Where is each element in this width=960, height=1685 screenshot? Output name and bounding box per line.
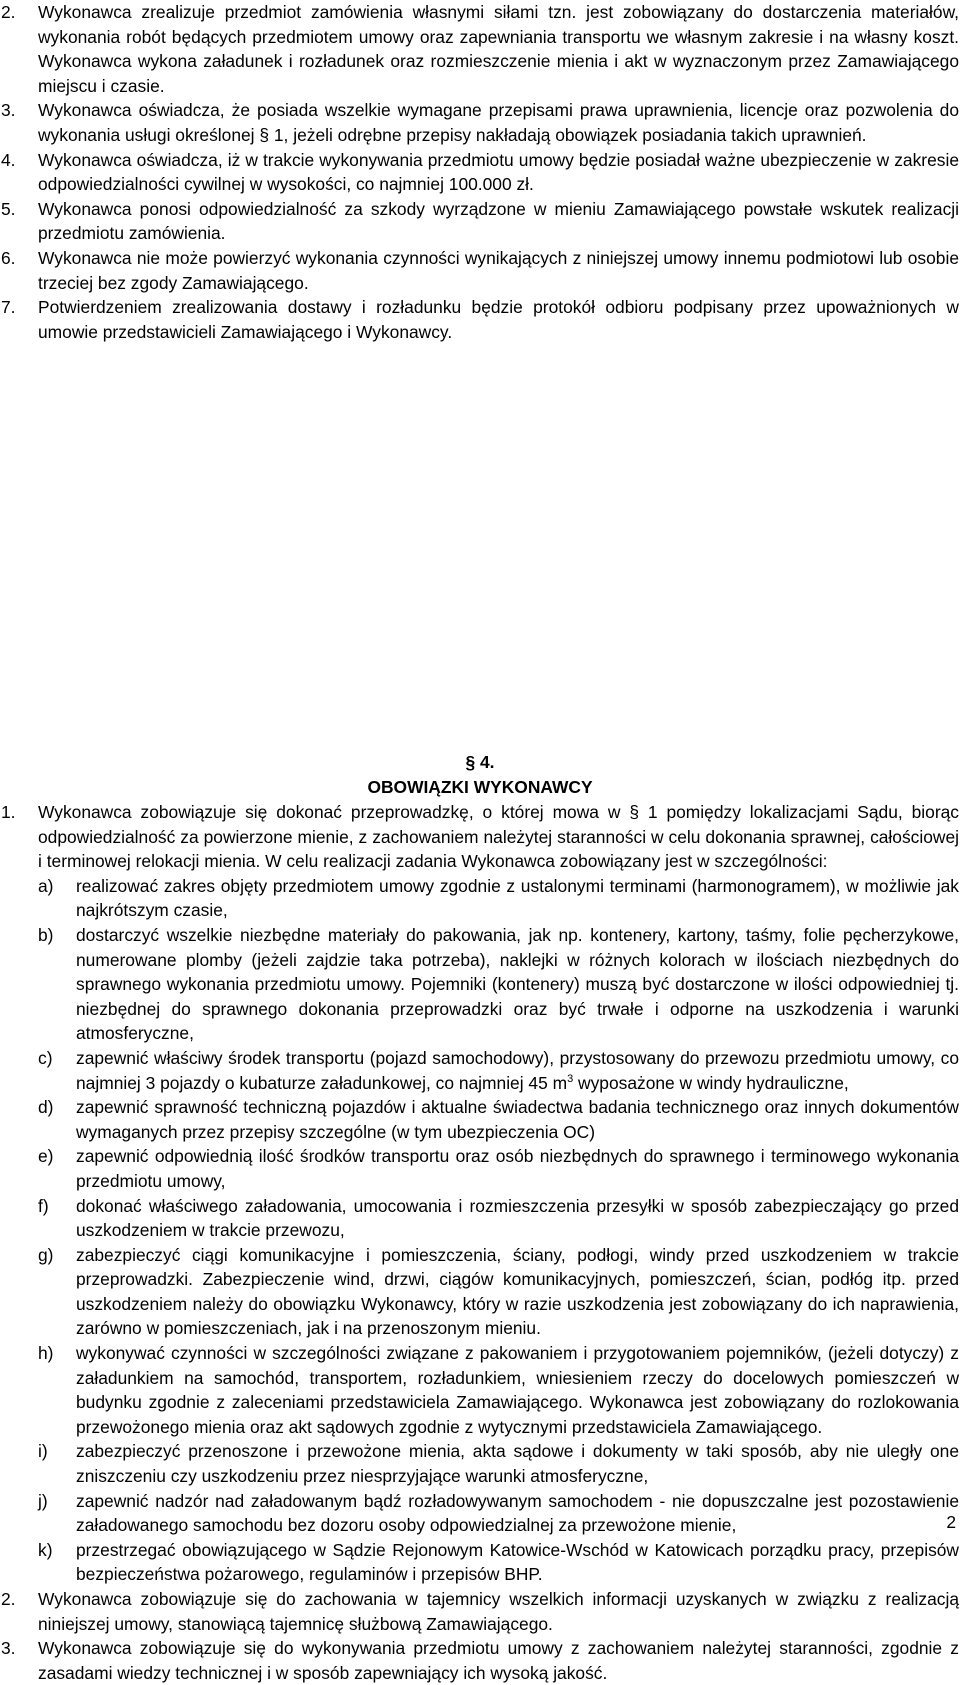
clause-item xyxy=(1,295,959,344)
clause-text: Wykonawca zrealizuje przedmiot zamówienia własnymi siłami tzn. jest zobowiązany do dostarczenia materiałów, wykonania robót będących przedmiotem umowy oraz zapewniania transportu we własnym zakresie i na własny koszt. Wykonawca wykona załadunek i rozładunek oraz rozmieszczenie mienia i akt w wyznaczonym przez Zamawiającego miejscu i czasie. xyxy=(38,2,959,96)
clause-lead-text: Wykonawca zobowiązuje się dokonać przeprowadzkę, o której mowa w § 1 pomiędzy lokalizacjami Sądu, biorąc odpowiedzialność za powierzone mienie, z zachowaniem należytej staranności w celu dokonania sprawnej, całościowej i terminowej relokacji mienia. W celu realizacji zadania Wykonawca zobowiązany jest w szczególności: xyxy=(38,802,959,872)
sub-item-letter: j) xyxy=(38,1490,48,1511)
superscript-exponent: 3 xyxy=(567,1072,574,1085)
clause-item xyxy=(1,148,959,197)
section-title: OBOWIĄZKI WYKONAWCY xyxy=(367,777,593,797)
sub-item-letter: f) xyxy=(38,1195,49,1216)
sub-item-text: realizować zakres objęty przedmiotem umowy zgodnie z ustalonymi terminami (harmonogramem), w możliwie jak najkrótszym czasie, xyxy=(76,875,959,921)
sub-item-letter: e) xyxy=(38,1146,54,1167)
sub-item-letter: g) xyxy=(38,1244,54,1265)
clause-item xyxy=(1,246,959,295)
sub-item-text: wykonywać czynności w szczególności związane z pakowaniem i przygotowaniem pojemników, (jeżeli dotyczy) z załadunkiem na samochód, transportem, rozładunkiem, wniesieniem rzeczy do docelowych pomieszczeń w budynku zgodnie z zaleceniami przedstawiciela Zamawiającego. Wykonawca jest zobowiązany do rozlokowania przewożonego mienia oraz akt sądowych zgodnie z wytycznymi przedstawiciela Zamawiającego. xyxy=(76,1343,959,1437)
sub-item-text: dostarczyć wszelkie niezbędne materiały do pakowania, jak np. kontenery, kartony, taśmy, folie pęcherzykowe, numerowane plomby (jeżeli zajdzie taka potrzeba), naklejki w różnych kolorach w ilościach niezbędnych do sprawnego wykonania przedmiotu umowy. Pojemniki (kontenery) muszą być dostarczone w ilości odpowiedniej tj. niezbędnej do sprawnego dokonania przeprowadzki oraz być trwałe i odporne na uszkodzenia i warunki atmosferyczne, xyxy=(76,924,959,1044)
clause-item xyxy=(1,1587,959,1636)
clause-text: Wykonawca zobowiązuje się do wykonywania przedmiotu umowy z zachowaniem należytej staranności, zgodnie z zasadami wiedzy technicznej i w sposób zapewniający ich wysoką jakość. xyxy=(38,1638,959,1683)
clause-item xyxy=(1,197,959,246)
sub-item xyxy=(38,874,959,923)
clause-number: 1. xyxy=(1,802,16,822)
sub-item-text: przestrzegać obowiązującego w Sądzie Rejonowym Katowice-Wschód w Katowicach porządku pracy, przepisów bezpieczeństwa pożarowego, regulaminów i przepisów BHP. xyxy=(76,1539,959,1585)
clause-text: Wykonawca ponosi odpowiedzialność za szkody wyrządzone w mieniu Zamawiającego powstałe wskutek realizacji przedmiotu zamówienia. xyxy=(38,198,959,244)
section-number: § 4. xyxy=(465,752,495,772)
clause-text: Wykonawca nie może powierzyć wykonania czynności wynikających z niniejszej umowy innemu podmiotowi lub osobie trzeciej bez zgody Zamawiającego. xyxy=(38,247,959,293)
sub-item-letter: a) xyxy=(38,875,54,896)
clause-item xyxy=(1,800,959,1587)
sub-item-text: zapewnić sprawność techniczną pojazdów i aktualne świadectwa badania technicznego oraz innych dokumentów wymaganych przez przepisy szczególne (w tym ubezpieczenia OC) xyxy=(76,1097,959,1142)
clause-text: Wykonawca oświadcza, że posiada wszelkie wymagane przepisami prawa uprawnienia, licencje oraz pozwolenia do wykonania usługi określonej § 1, jeżeli odrębne przepisy nakładają obowiązek posiadania takich uprawnień. xyxy=(38,100,959,145)
sub-item xyxy=(38,1489,959,1538)
clause-item xyxy=(1,98,959,147)
sub-item xyxy=(38,1095,959,1144)
clause-text: Potwierdzeniem zrealizowania dostawy i rozładunku będzie protokół odbioru podpisany przez upoważnionych w umowie przedstawicieli Zamawiającego i Wykonawcy. xyxy=(38,297,959,342)
sub-item-text: dokonać właściwego załadowania, umocowania i rozmieszczenia przesyłki w sposób zabezpieczający go przed uszkodzeniem w trakcie przewozu, xyxy=(76,1195,959,1241)
clause-text: Wykonawca oświadcza, iż w trakcie wykonywania przedmiotu umowy będzie posiadał ważne ubezpieczenie w zakresie odpowiedzialności cywilnej w wysokości, co najmniej 100.000 zł. xyxy=(38,149,959,195)
sub-item-letter: i) xyxy=(38,1441,48,1462)
sub-item-text: zabezpieczyć ciągi komunikacyjne i pomieszczenia, ściany, podłogi, windy przed uszkodzeniem w trakcie przeprowadzki. Zabezpieczenie wind, drzwi, ciągów komunikacyjnych, pomieszczeń, ścian, podłóg itp. przed uszkodzeniem należy do obowiązku Wykonawcy, który w razie uszkodzenia jest zobowiązany do ich naprawienia, zarówno w pomieszczeniach, jak i na przenoszonym mieniu. xyxy=(76,1244,959,1339)
clause-number: 7. xyxy=(1,297,16,318)
clause-number: 6. xyxy=(1,247,16,268)
sub-item-text: zapewnić nadzór nad załadowanym bądź rozładowywanym samochodem - nie dopuszczalne jest pozostawienie załadowanego samochodu bez dozoru osoby odpowiedzialnej za przewożone mienie, xyxy=(76,1490,959,1536)
clause-number: 3. xyxy=(1,100,16,121)
sub-item-text: zabezpieczyć przenoszone i przewożone mienia, akta sądowe i dokumenty w taki sposób, aby nie uległy one zniszczeniu czy uszkodzeniu przez niesprzyjające warunki atmosferyczne, xyxy=(76,1441,959,1487)
clause-number: 3. xyxy=(1,1638,16,1659)
sub-item-text-part: wyposażone w windy hydrauliczne, xyxy=(573,1072,849,1093)
sub-item xyxy=(38,1144,959,1193)
sub-item xyxy=(38,1341,959,1439)
page-number: 2 xyxy=(946,1512,956,1532)
sub-item xyxy=(38,1439,959,1488)
sub-item-letter: d) xyxy=(38,1097,54,1118)
clause-text: Wykonawca zobowiązuje się do zachowania w tajemnicy wszelkich informacji uzyskanych w związku z realizacją niniejszej umowy, stanowiącą tajemnicę służbową Zamawiającego. xyxy=(38,1589,959,1634)
sub-item xyxy=(38,1194,959,1243)
clause-list xyxy=(1,0,959,344)
sub-item-text xyxy=(76,1046,959,1095)
clause-number: 4. xyxy=(1,149,16,170)
sub-item xyxy=(38,923,959,1046)
clause-number: 5. xyxy=(1,198,16,219)
sub-item-letter: c) xyxy=(38,1047,53,1068)
clause-body xyxy=(38,800,959,1587)
sub-item xyxy=(38,1046,959,1095)
clause-number: 2. xyxy=(1,1589,16,1609)
obligations-list xyxy=(1,800,959,1685)
sub-item-letter: k) xyxy=(38,1539,53,1560)
sub-item-text-part: zapewnić właściwy środek transportu (pojazd samochodowy), przystosowany do przewozu przedmiotu umowy, co najmniej 3 pojazdy o kubaturze załadunkowej, co najmniej 45 m xyxy=(76,1047,959,1093)
sub-item-letter: h) xyxy=(38,1343,54,1364)
clause-item xyxy=(1,0,959,98)
clause-number: 2. xyxy=(1,2,16,22)
sub-item-letter: b) xyxy=(38,924,54,945)
sub-item-text: zapewnić odpowiednią ilość środków transportu oraz osób niezbędnych do sprawnego i terminowego wykonania przedmiotu umowy, xyxy=(76,1146,959,1191)
sub-item xyxy=(38,1538,959,1587)
sub-item xyxy=(38,1243,959,1341)
clause-item xyxy=(1,1636,959,1685)
